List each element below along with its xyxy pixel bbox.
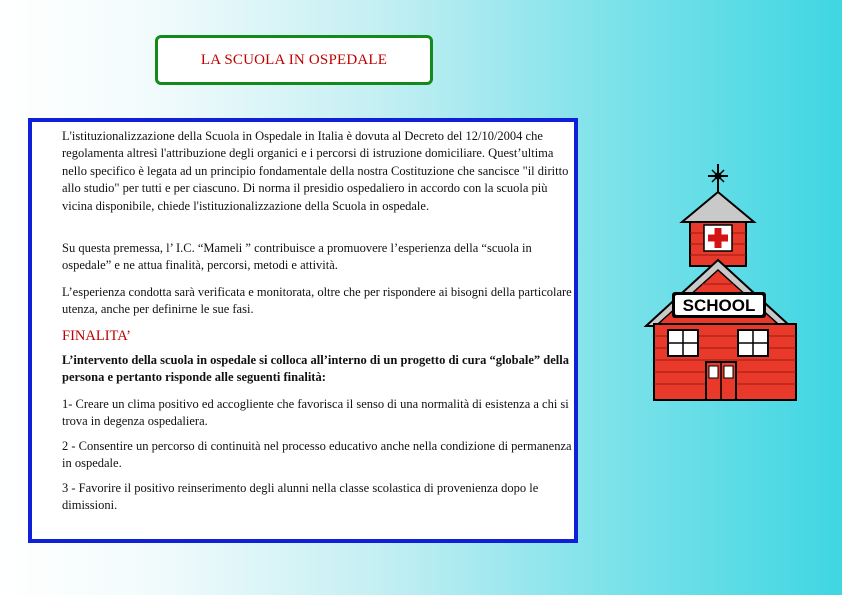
school-sign-text: SCHOOL bbox=[682, 296, 756, 315]
intro-paragraph: L'istituzionalizzazione della Scuola in Ospedale in Italia è dovuta al Decreto del 12/10/2004 che regolamenta altresì l'attribuzione degli organici e i percorsi di istruzione domiciliare. Quest’ultima nello specifico è legata ad un principio fondamentale della nostra Costituzione che sancisce "il diritto allo studio" per tutti e per ciascuno. Di norma il presidio ospedaliero in accordo con la scuola più vicina disponibile, chiede l'istituzionalizzazione della Scuola in ospedale. bbox=[62, 129, 569, 213]
title-box bbox=[155, 35, 433, 85]
finalita-item-1: 1- Creare un clima positivo ed accogliente che favorisca il senso di una normalità di esistenza a chi si trova in degenza ospedaliera. bbox=[62, 397, 569, 429]
finalita-item-3: 3 - Favorire il positivo reinserimento degli alunni nella classe scolastica di provenienza dopo le dimissioni. bbox=[62, 481, 539, 513]
schoolhouse-icon bbox=[632, 158, 812, 406]
page-title: LA SCUOLA IN OSPEDALE bbox=[200, 51, 388, 68]
finalita-lead: L’intervento della scuola in ospedale si colloca all’interno di un progetto di cura “globale” della persona e pertanto risponde alle seguenti finalità: bbox=[62, 353, 569, 385]
finalita-heading: FINALITA’ bbox=[62, 328, 131, 344]
esperienza-paragraph: L’esperienza condotta sarà verificata e monitorata, oltre che per rispondere ai bisogni della particolare utenza, anche per definirne le sue fasi. bbox=[62, 285, 572, 317]
premessa-paragraph: Su questa premessa, l’ I.C. “Mameli ” contribuisce a promuovere l’esperienza della “scuola in ospedale” e ne attua finalità, percorsi, metodi e attività. bbox=[62, 241, 532, 273]
content-box bbox=[28, 118, 578, 543]
finalita-item-2: 2 - Consentire un percorso di continuità nel processo educativo anche nella condizione di permanenza in ospedale. bbox=[62, 439, 572, 471]
